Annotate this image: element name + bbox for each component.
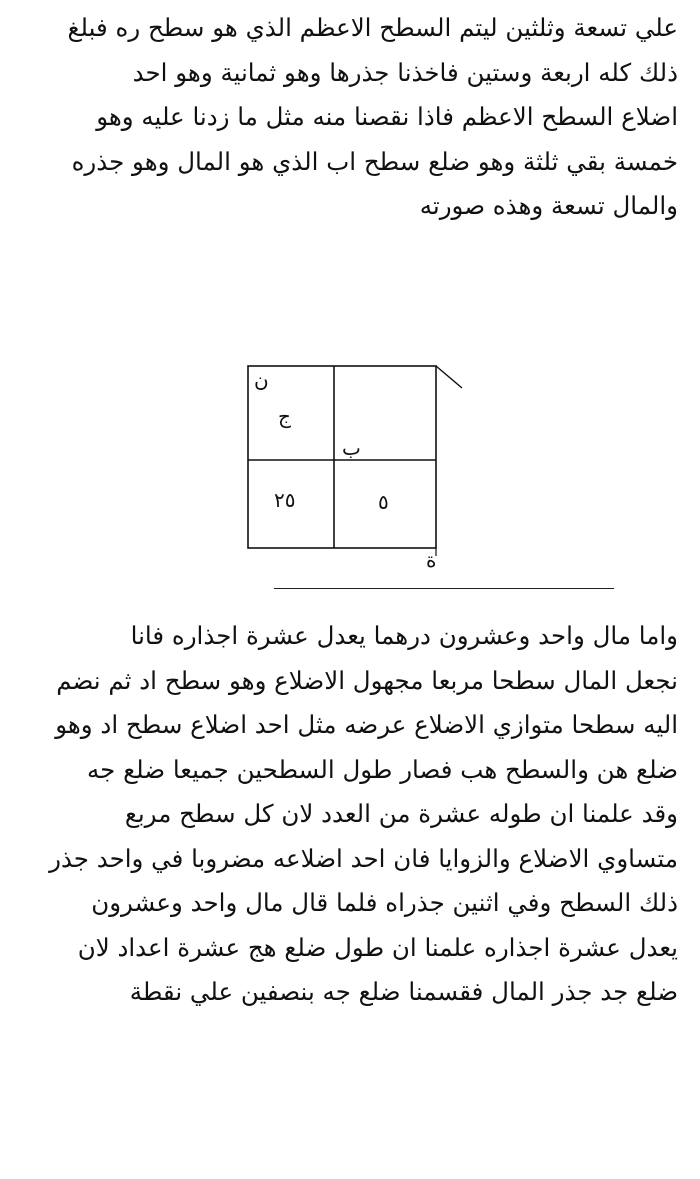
text-line: ضلع هن والسطح هب فصار طول السطحين جميعا ضلع جه bbox=[87, 754, 678, 784]
figure-corner-tick bbox=[436, 366, 462, 388]
figure-label-corner-bottom-right: ة bbox=[426, 548, 437, 572]
geometric-figure bbox=[230, 358, 470, 570]
figure-label-bottom-right-cell: ٥ bbox=[378, 490, 389, 514]
figure-label-corner-top-left: ن bbox=[254, 368, 269, 392]
text-line: يعدل عشرة اجذاره علمنا ان طول ضلع هج عشرة اعداد لان bbox=[77, 932, 678, 962]
text-line: خمسة بقي ثلثة وهو ضلع سطح اب الذي هو المال وهو جذره bbox=[71, 146, 678, 176]
text-line: ذلك كله اربعة وستين فاخذنا جذرها وهو ثمانية وهو احد bbox=[132, 57, 678, 87]
text-line: علي تسعة وثلثين ليتم السطح الاعظم الذي هو سطح ره فبلغ bbox=[67, 13, 678, 42]
text-line: نجعل المال سطحا مربعا مجهول الاضلاع وهو سطح اد ثم نضم bbox=[56, 665, 678, 695]
figure-label-center: ب bbox=[342, 436, 361, 460]
text-line: اضلاع السطح الاعظم فاذا نقصنا منه مثل ما زدنا عليه وهو bbox=[96, 102, 678, 131]
text-line: اليه سطحا متوازي الاضلاع عرضه مثل احد اضلاع سطح اد وهو bbox=[55, 710, 678, 739]
figure-label-bottom-left-cell: ٢٥ bbox=[274, 488, 296, 512]
paragraph-bottom bbox=[14, 614, 678, 1015]
figure-label-top-left-cell: ج bbox=[278, 404, 291, 428]
text-line: والمال تسعة وهذه صورته bbox=[419, 191, 678, 220]
text-line: متساوي الاضلاع والزوايا فان احد اضلاعه مضروبا في واحد جذر bbox=[49, 843, 678, 873]
section-divider bbox=[274, 588, 614, 589]
text-line: ذلك السطح وفي اثنين جذراه فلما قال مال واحد وعشرون bbox=[91, 888, 678, 917]
paragraph-top bbox=[14, 6, 678, 229]
text-line: واما مال واحد وعشرون درهما يعدل عشرة اجذاره فانا bbox=[130, 621, 678, 650]
text-line: ضلع جد جذر المال فقسمنا ضلع جه بنصفين علي نقطة bbox=[129, 977, 678, 1006]
text-line: وقد علمنا ان طوله عشرة من العدد لان كل سطح مربع bbox=[124, 799, 678, 828]
